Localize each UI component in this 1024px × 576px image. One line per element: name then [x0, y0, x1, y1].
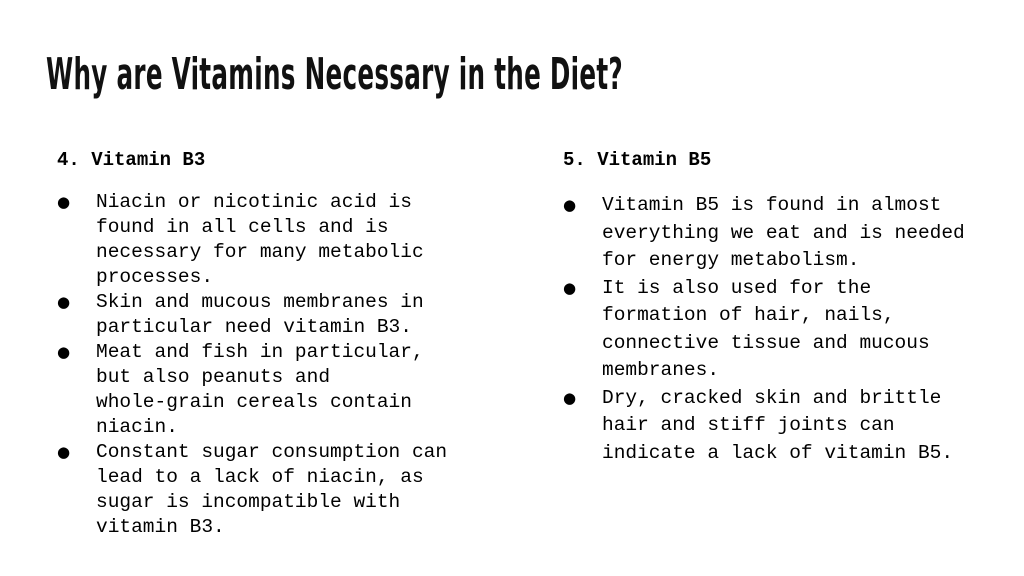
list-item — [563, 275, 993, 385]
vitamin-b3-column — [57, 148, 477, 540]
list-item-text: Dry, cracked skin and brittle hair and stiff joints can indicate a lack of vitamin B5. — [602, 386, 954, 464]
vitamin-b5-column — [563, 148, 993, 467]
list-item — [57, 190, 477, 290]
list-item-text: Skin and mucous membranes in particular need vitamin B3. — [96, 291, 424, 338]
vitamin-b5-heading: 5. Vitamin B5 — [563, 149, 712, 171]
list-item-text: It is also used for the formation of hair, nails, connective tissue and mucous membranes. — [602, 276, 930, 381]
list-item — [57, 340, 477, 440]
list-item-text: Constant sugar consumption can lead to a lack of niacin, as sugar is incompatible with vitamin B3. — [96, 441, 448, 538]
slide-title: Why are Vitamins Necessary in the Diet? — [46, 49, 624, 100]
vitamin-b3-list — [57, 190, 477, 540]
list-item — [57, 290, 477, 340]
vitamin-b3-heading: 4. Vitamin B3 — [57, 149, 206, 171]
bullet-icon: ● — [57, 443, 71, 461]
list-item-text: Niacin or nicotinic acid is found in all cells and is necessary for many metabolic processes. — [96, 191, 424, 288]
list-item-text: Vitamin B5 is found in almost everything we eat and is needed for energy metabolism. — [602, 194, 965, 271]
bullet-icon: ● — [563, 196, 577, 214]
bullet-icon: ● — [57, 343, 71, 361]
list-item — [57, 440, 477, 540]
bullet-icon: ● — [563, 278, 577, 297]
bullet-icon: ● — [57, 193, 71, 211]
bullet-icon: ● — [57, 293, 71, 311]
vitamin-b5-list — [563, 192, 993, 467]
bullet-icon: ● — [563, 388, 577, 407]
list-item — [563, 385, 993, 468]
list-item-text: Meat and fish in particular, but also peanuts and whole-grain cereals contain niacin. — [96, 341, 424, 438]
list-item — [563, 192, 993, 275]
